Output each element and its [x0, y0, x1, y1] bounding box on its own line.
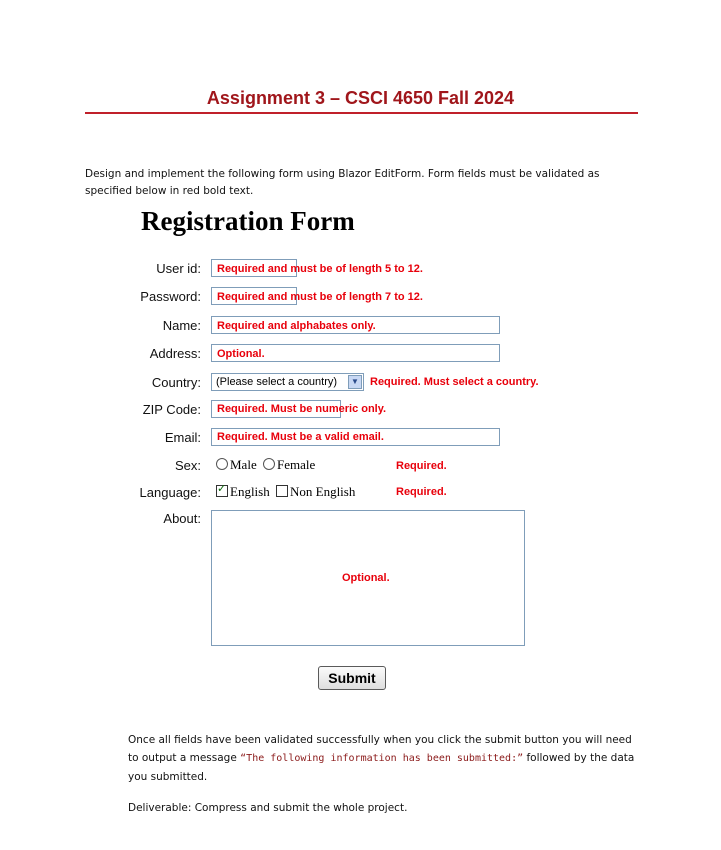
instructions-paragraph: [128, 731, 638, 786]
female-label: Female: [276, 457, 316, 472]
checkbox-non-english[interactable]: [276, 485, 288, 497]
email-label: Email:: [164, 430, 201, 445]
sex-options: [216, 457, 315, 473]
form-heading: Registration Form: [141, 206, 355, 236]
country-validation: Required. Must select a country.: [370, 376, 539, 388]
name-label: Name:: [162, 318, 201, 333]
document-title: Assignment 3 – CSCI 4650 Fall 2024: [206, 88, 515, 108]
language-label: Language:: [139, 485, 201, 500]
chevron-down-icon[interactable]: ▼: [348, 375, 362, 389]
language-validation: Required.: [396, 486, 447, 498]
about-label: About:: [163, 511, 201, 526]
sex-validation: Required.: [396, 460, 447, 472]
submit-button[interactable]: Submit: [318, 666, 386, 690]
userid-validation: Required and must be of length 5 to 12.: [217, 263, 423, 275]
radio-male[interactable]: [216, 458, 228, 470]
country-label: Country:: [151, 375, 201, 390]
male-label: Male: [230, 457, 257, 472]
checkbox-english[interactable]: [216, 485, 228, 497]
submitted-message-quote: “The following information has been submitted:”: [240, 753, 524, 764]
instructions-text-start: Once all fields have been validated successfully when you click the submit button you will need to output a message: [128, 734, 632, 764]
name-validation: Required and alphabates only.: [217, 320, 376, 332]
password-label: Password:: [140, 289, 201, 304]
instructions-text-end: followed by the data you submitted.: [128, 752, 635, 783]
country-select[interactable]: [211, 373, 364, 391]
intro-paragraph: Design and implement the following form using Blazor EditForm. Form fields must be validated as specified below in red bold text.: [85, 168, 600, 197]
zip-label: ZIP Code:: [142, 402, 201, 417]
sex-label: Sex:: [174, 458, 201, 473]
title-underline: [85, 112, 638, 114]
deliverable-text: Deliverable: Compress and submit the whole project.: [128, 802, 408, 814]
zip-validation: Required. Must be numeric only.: [217, 403, 387, 415]
country-selected-value: (Please select a country): [216, 376, 338, 388]
address-validation: Optional.: [217, 348, 265, 360]
english-label: English: [230, 484, 270, 499]
about-validation: Optional.: [342, 572, 390, 584]
radio-female[interactable]: [263, 458, 275, 470]
address-label: Address:: [149, 346, 201, 361]
non-english-label: Non English: [289, 484, 356, 499]
email-validation: Required. Must be a valid email.: [217, 431, 384, 443]
language-options: [216, 484, 355, 500]
userid-label: User id:: [156, 261, 201, 276]
password-validation: Required and must be of length 7 to 12.: [217, 291, 423, 303]
